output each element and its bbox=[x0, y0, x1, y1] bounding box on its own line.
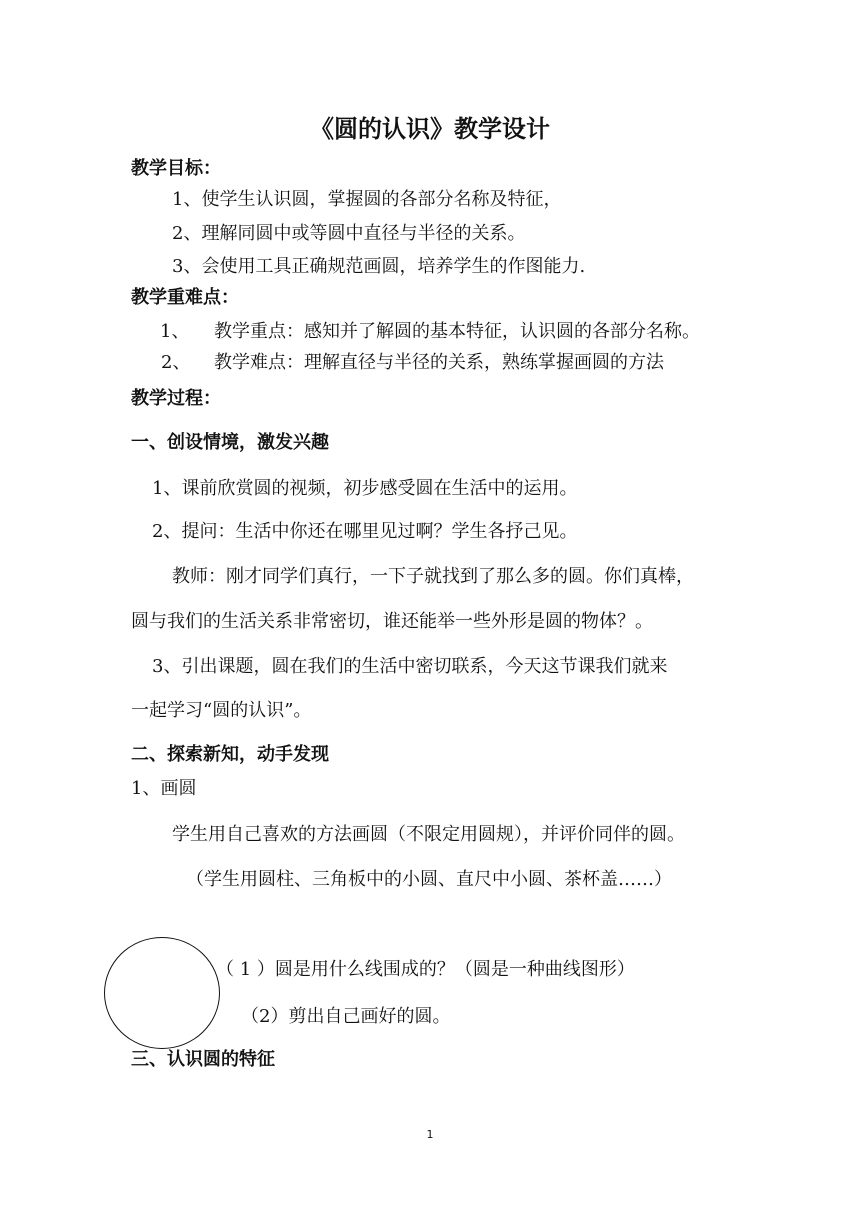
section1-paragraph-1: 1、课前欣赏圆的视频，初步感受圆在生活中的运用。 bbox=[152, 478, 578, 499]
section1-paragraph-4a: 3、引出课题，圆在我们的生活中密切联系，今天这节课我们就来 bbox=[152, 656, 668, 677]
objective-item-2: 2、理解同圆中或等圆中直径与半径的关系。 bbox=[172, 223, 526, 244]
section3-heading: 三、认识圆的特征 bbox=[131, 1049, 275, 1070]
key-point-num-2: 2、 bbox=[161, 352, 191, 373]
section2-paragraph-1: 学生用自己喜欢的方法画圆（不限定用圆规），并评价同伴的圆。 bbox=[172, 824, 685, 845]
objectives-heading: 教学目标： bbox=[131, 158, 221, 179]
section1-paragraph-3b: 圆与我们的生活关系非常密切，谁还能举一些外形是圆的物体？。 bbox=[131, 611, 653, 632]
section2-question-2: （2）剪出自己画好的圆。 bbox=[241, 1006, 451, 1027]
section1-paragraph-4b: 一起学习“圆的认识”。 bbox=[131, 700, 312, 721]
document-title: 《圆的认识》教学设计 bbox=[310, 114, 550, 143]
section2-heading: 二、探索新知，动手发现 bbox=[131, 744, 329, 765]
process-heading: 教学过程： bbox=[131, 388, 221, 409]
key-point-text-2: 教学难点：理解直径与半径的关系，熟练掌握画圆的方法 bbox=[214, 352, 664, 373]
section2-subheading-draw-circle: 1、画圆 bbox=[131, 778, 197, 799]
section1-paragraph-2: 2、提问：生活中你还在哪里见过啊？学生各抒己见。 bbox=[152, 521, 578, 542]
section2-question-1: （ 1 ）圆是用什么线围成的？（圆是一种曲线图形） bbox=[216, 959, 635, 980]
objective-item-1: 1、使学生认识圆，掌握圆的各部分名称及特征， bbox=[172, 189, 562, 210]
key-point-text-1: 教学重点：感知并了解圆的基本特征，认识圆的各部分名称。 bbox=[214, 321, 700, 342]
section2-paragraph-2: （学生用圆柱、三角板中的小圆、直尺中小圆、茶杯盖……） bbox=[186, 869, 672, 890]
page-number: 1 bbox=[426, 1128, 434, 1141]
objective-item-3: 3、会使用工具正确规范画圆，培养学生的作图能力. bbox=[172, 256, 586, 277]
circle-drawing bbox=[104, 937, 220, 1049]
key-points-heading: 教学重难点： bbox=[131, 287, 239, 308]
section1-heading: 一、创设情境，激发兴趣 bbox=[131, 432, 329, 453]
key-point-num-1: 1、 bbox=[160, 321, 190, 342]
section1-paragraph-3a: 教师：刚才同学们真行，一下子就找到了那么多的圆。你们真棒， bbox=[172, 566, 694, 587]
